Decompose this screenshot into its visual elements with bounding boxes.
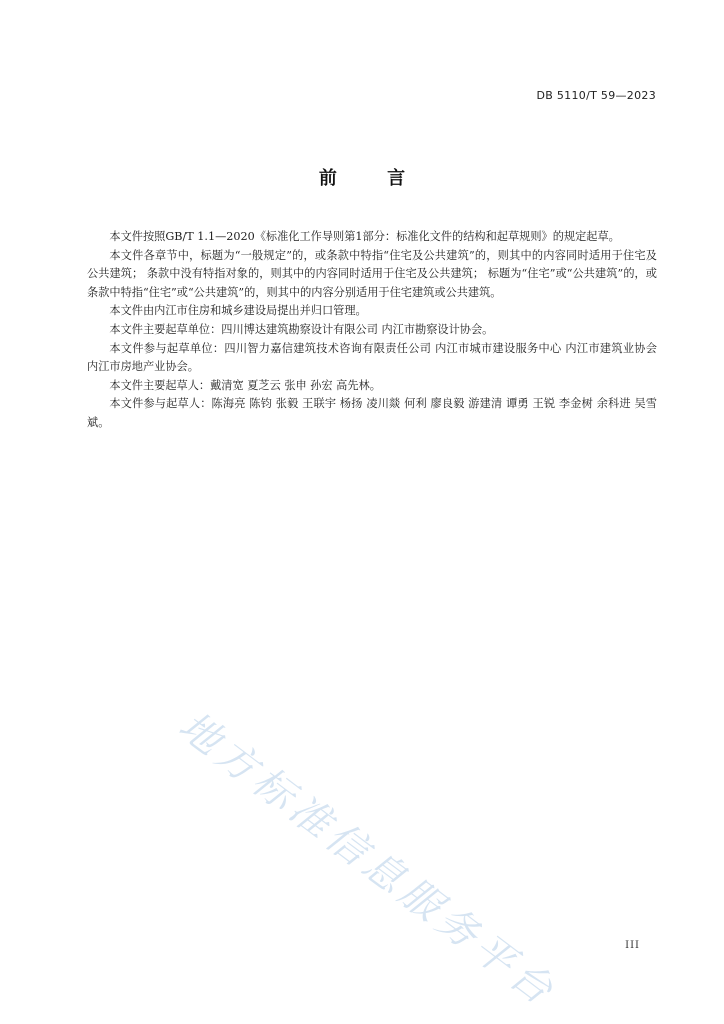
paragraph-main-drafting-units: 本文件主要起草单位：四川博达建筑勘察设计有限公司 内江市勘察设计协会。 [109,322,494,336]
document-code: DB 5110/T 59—2023 [536,89,656,102]
paragraph-main-drafters: 本文件主要起草人：戴清宽 夏芝云 张申 孙宏 高先林。 [109,378,381,392]
paragraph-scope: 本文件各章节中，标题为“一般规定”的，或条款中特指“住宅及公共建筑”的，则其中的内容同时适用于住宅及公共建筑； 条款中没有特指对象的，则其中的内容同时适用于住宅及公共建筑； 标题为“住宅”或“公共建筑”的，或条款中特指“住宅”或“公共建筑”的，则其中的内容分别适用于住宅建筑或公共建筑。 [87,248,657,299]
paragraph-proposer: 本文件由内江市住房和城乡建设局提出并归口管理。 [109,304,367,318]
page-number: III [625,940,640,951]
paragraph-participating-units: 本文件参与起草单位：四川智力嘉信建筑技术咨询有限责任公司 内江市城市建设服务中心 内江市建筑业协会 内江市房地产业协会。 [87,341,657,374]
page-title: 前 言 [318,168,428,189]
paragraph-participating-drafters: 本文件参与起草人：陈海亮 陈钧 张毅 王联宇 杨扬 凌川燚 何利 廖良毅 游建清 谭勇 王锐 李金树 余科进 吴雪斌。 [87,397,657,429]
watermark: 地方标准信息服务平台 [170,702,566,1017]
foreword-body [87,228,657,433]
paragraph-drafting-rules: 本文件按照GB/T 1.1—2020《标准化工作导则第1部分：标准化文件的结构和起草规则》的规定起草。 [109,230,620,243]
